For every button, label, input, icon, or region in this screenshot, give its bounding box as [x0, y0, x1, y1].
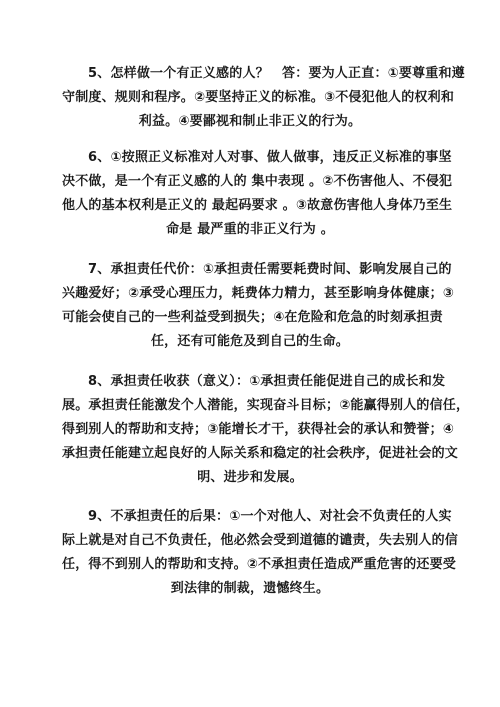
paragraph-line: 7、承担责任代价：①承担责任需要耗费时间、影响发展自己的	[88, 262, 452, 277]
paragraph-line: 9、不承担责任的后果：①一个对他人、对社会不负责任的人实	[88, 509, 452, 524]
paragraph-line: 决不做，是一个有正义感的人的 集中表现 。②不伤害他人、不侵犯	[62, 174, 453, 189]
paragraph-line: 明、进步和发展。	[197, 470, 303, 485]
paragraph-line: 6、①按照正义标准对人对事、做人做事，违反正义标准的事坚	[88, 150, 452, 165]
paragraph-line: 任，得不到别人的帮助和支持。②不承担责任造成严重危害的还要受	[62, 557, 457, 572]
paragraph-8-responsibility-gain	[62, 370, 470, 490]
paragraph-line: 8、承担责任收获（意义）：①承担责任能促进自己的成长和发	[88, 374, 446, 389]
paragraph-line: 5、怎样做一个有正义感的人？ 答：要为人正直：①要尊重和遵	[88, 66, 465, 81]
paragraph-line: 承担责任能建立起良好的人际关系和稳定的社会秩序，促进社会的文	[62, 446, 459, 461]
paragraph-line: 际上就是对自己不负责任，他必然会受到道德的谴责，失去别人的信	[62, 533, 459, 548]
paragraph-9-irresponsibility-consequence	[62, 505, 459, 601]
paragraph-7-responsibility-cost	[62, 258, 455, 354]
paragraph-5-justice	[62, 62, 465, 134]
paragraph-line: 到法律的制裁，遗憾终生。	[170, 581, 330, 596]
paragraph-line: 展。承担责任能激发个人潜能，实现奋斗目标；②能赢得别人的信任，	[62, 398, 470, 413]
paragraph-line: 守制度、规则和程序。②要坚持正义的标准。③不侵犯他人的权利和	[62, 90, 455, 105]
paragraph-line: 命是 最严重的非正义行为 。	[166, 222, 334, 237]
paragraph-line: 利益。④要鄙视和制止非正义的行为。	[138, 114, 362, 129]
paragraph-line: 得到别人的帮助和支持；③能增长才干，获得社会的承认和赞誉；④	[62, 422, 455, 437]
paragraph-line: 他人的基本权利是正义的 最起码要求 。③故意伤害他人身体乃至生	[62, 198, 453, 213]
paragraph-line: 兴趣爱好；②承受心理压力，耗费体力精力，甚至影响身体健康；③	[62, 286, 455, 301]
paragraph-line: 任，还有可能危及到自己的生命。	[150, 334, 349, 349]
paragraph-line: 可能会使自己的一些利益受到损失；④在危险和危急的时刻承担责	[62, 310, 443, 325]
paragraph-6-justice-standard	[62, 146, 453, 242]
